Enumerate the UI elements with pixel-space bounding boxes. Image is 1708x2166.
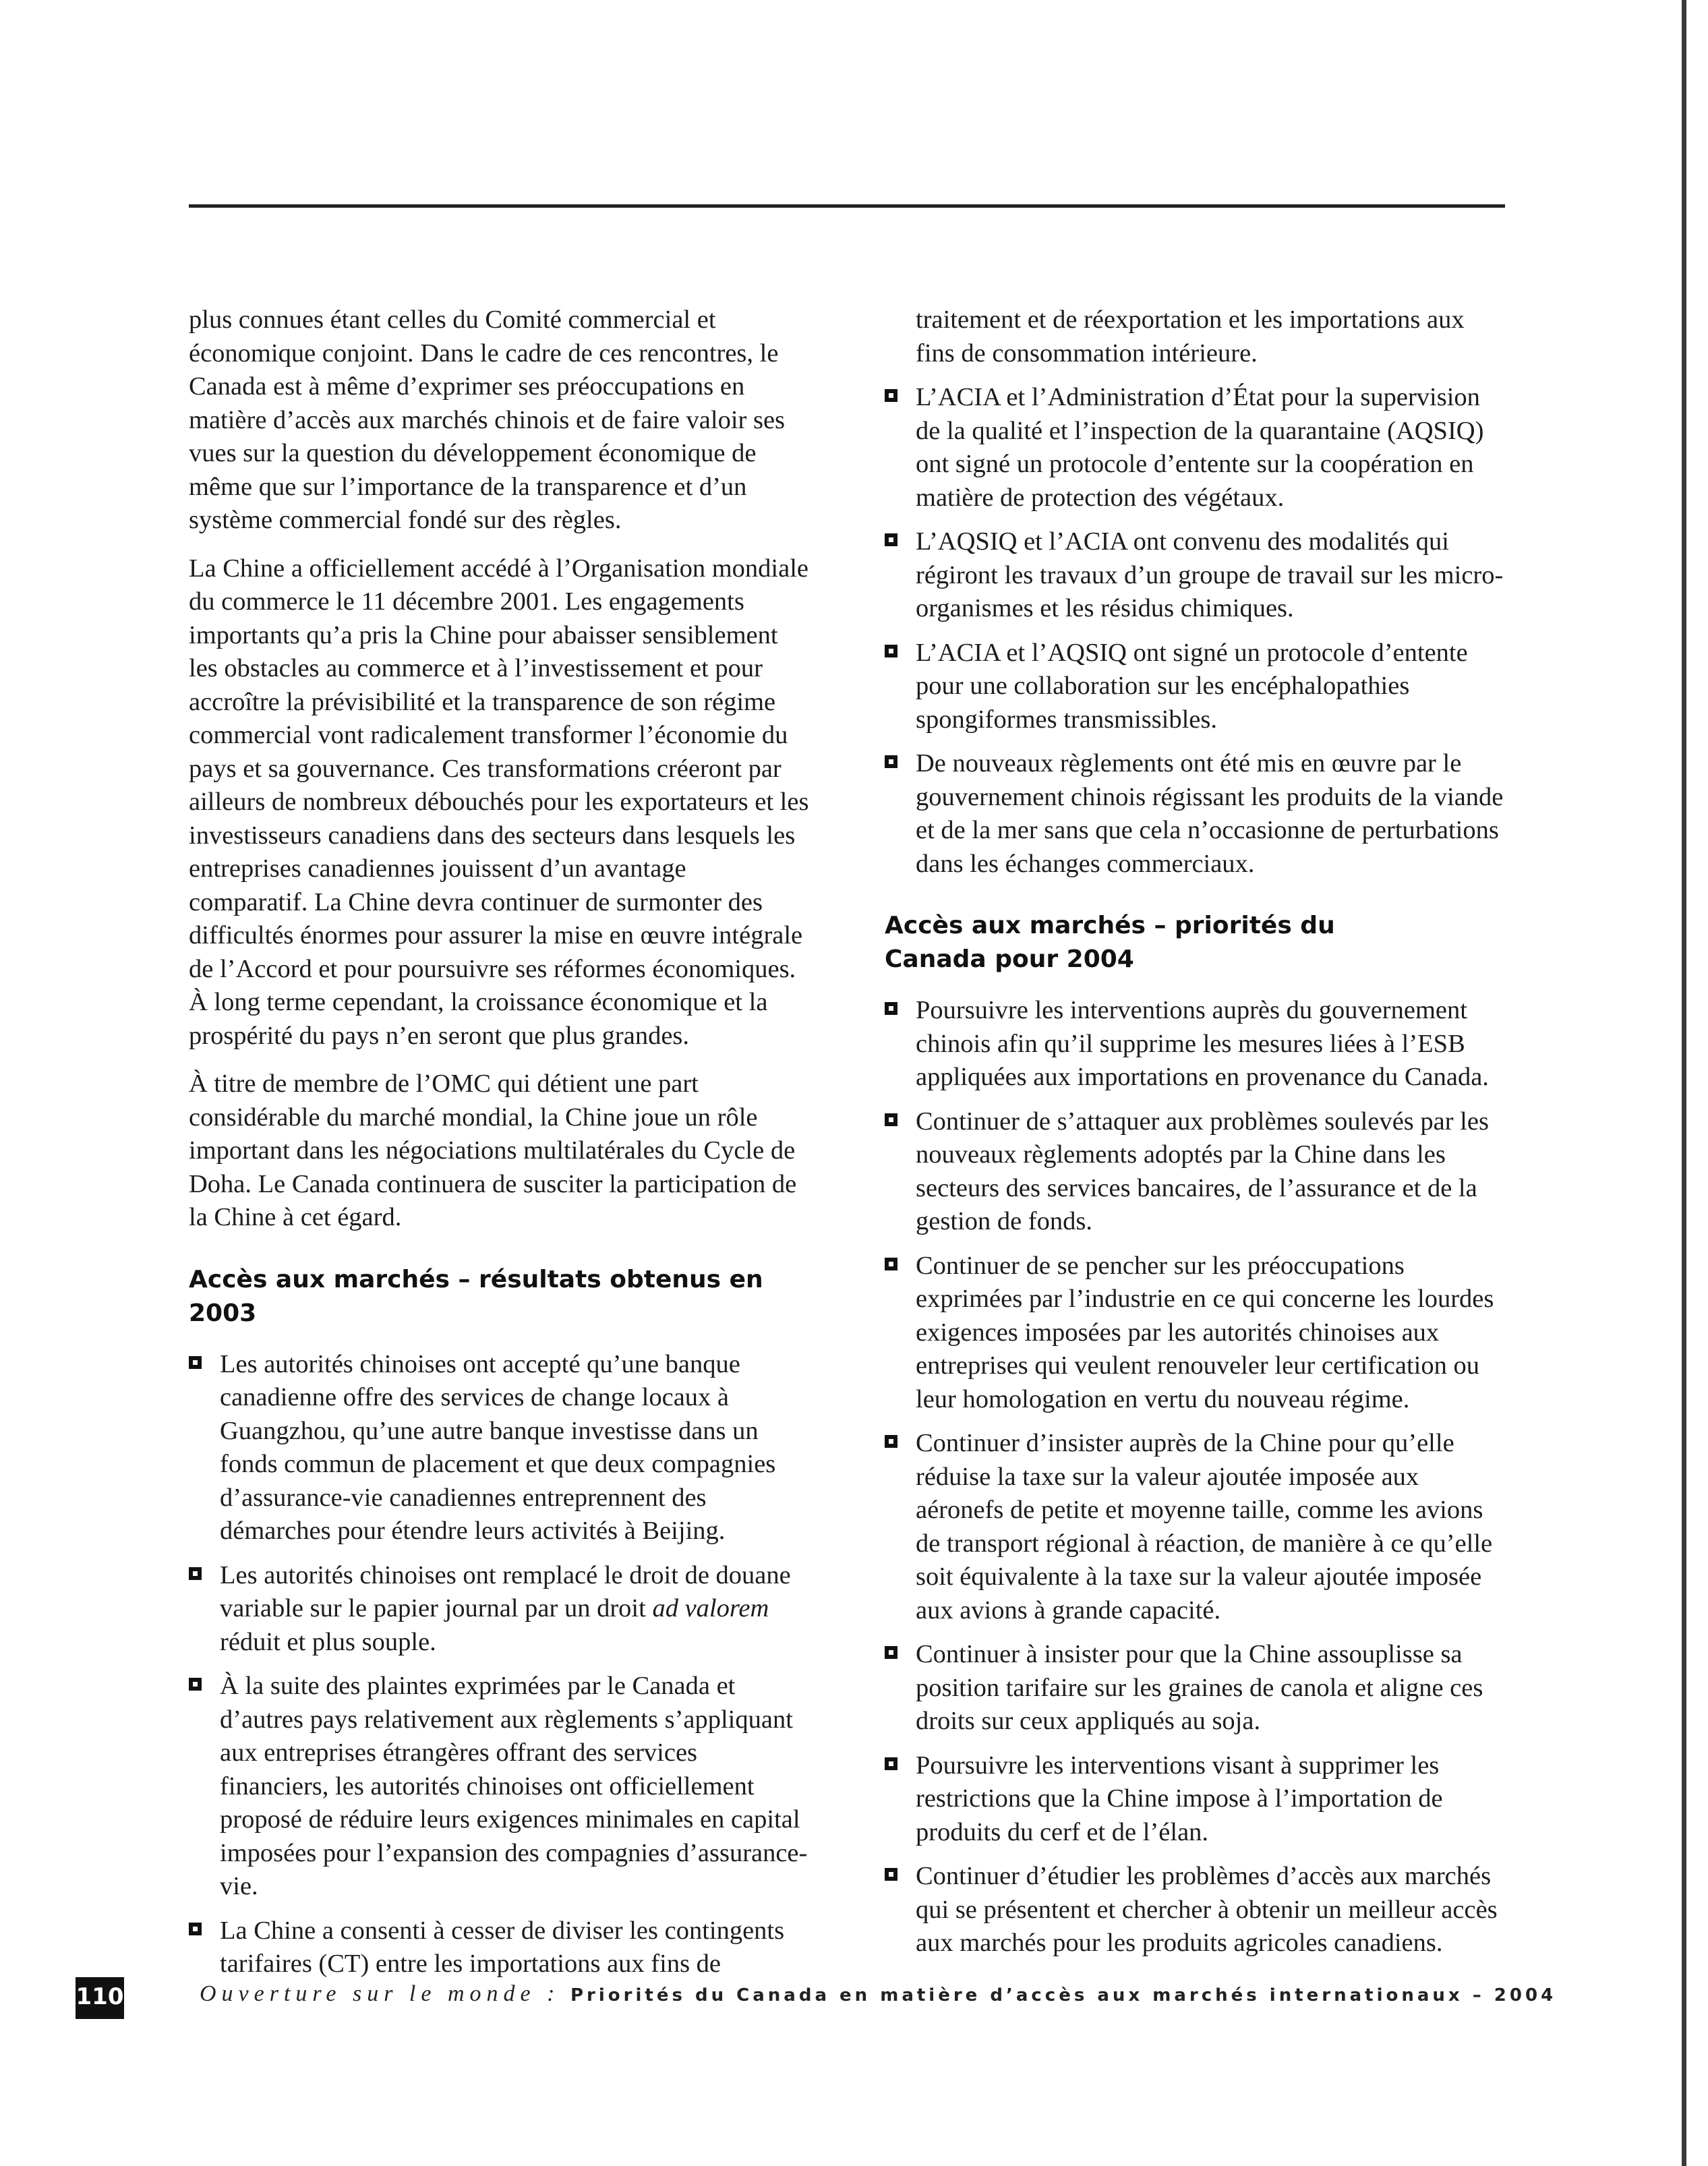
- list-item-text: Continuer de se pencher sur les préoccupations exprimées par l’industrie en ce qui concerne les lourdes exigences imposées par les autorités chinoises aux entreprises qui veulent renouveler leur certification ou leur homologation en vertu du nouveau régime.: [916, 1251, 1494, 1413]
- square-bullet-icon: [885, 389, 897, 402]
- list-item-text: Poursuivre les interventions auprès du gouvernement chinois afin qu’il supprime les mesures liées à l’ESB appliquées aux importations en provenance du Canada.: [916, 996, 1489, 1091]
- list-item: [885, 381, 1505, 515]
- footer-series-title: Ouverture sur le monde :: [200, 1981, 560, 2006]
- results-list-continued: [885, 381, 1505, 881]
- section-heading-results-2003: Accès aux marchés – résultats obtenus en 2003: [189, 1265, 763, 1327]
- list-item: [885, 1638, 1505, 1738]
- page-edge: [1682, 0, 1686, 2166]
- list-item-text: Continuer d’insister auprès de la Chine pour qu’elle réduise la taxe sur la valeur ajoutée imposée aux aéronefs de petite et moyenne taille, comme les avions de transport régional à réaction, de manière à ce qu’elle soit équivalente à la taxe sur la valeur ajoutée imposée aux avions à grande capacité.: [916, 1429, 1493, 1624]
- paragraph: plus connues étant celles du Comité commercial et économique conjoint. Dans le cadre de ces rencontres, le Canada est à même d’exprimer ses préoccupations en matière d’accès aux marchés chinois et de faire valoir ses vues sur la question du développement économique de même que sur l’importance de la transparence et d’un système commercial fondé sur des règles.: [189, 305, 786, 534]
- header-rule: [189, 204, 1505, 208]
- square-bullet-icon: [189, 1356, 202, 1369]
- section-heading-priorities-2004: [885, 909, 1505, 976]
- priorities-list: [885, 994, 1505, 1960]
- square-bullet-icon: [885, 645, 897, 657]
- square-bullet-icon: [885, 1868, 897, 1881]
- square-bullet-icon: [189, 1923, 202, 1935]
- list-item: [885, 1250, 1505, 1417]
- list-item: [885, 525, 1505, 626]
- list-item: [885, 994, 1505, 1094]
- heading-line: Accès aux marchés – priorités du: [885, 912, 1335, 939]
- list-item-text: Continuer de s’attaquer aux problèmes soulevés par les nouveaux règlements adoptés par la Chine dans les secteurs des services bancaires, de l’assurance et de la gestion de fonds.: [916, 1107, 1489, 1235]
- list-item-text: De nouveaux règlements ont été mis en œuvre par le gouvernement chinois régissant les produits de la viande et de la mer sans que cela n’occasionne de perturbations dans les échanges commerciaux.: [916, 749, 1504, 878]
- paragraph-continuation: traitement et de réexportation et les importations aux fins de consommation intérieure.: [916, 305, 1465, 368]
- square-bullet-icon: [885, 755, 897, 768]
- list-item-text: Continuer à insister pour que la Chine assouplisse sa position tarifaire sur les graines de canola et aligne ces droits sur ceux appliqués au soja.: [916, 1640, 1483, 1735]
- list-item: [189, 1914, 809, 1981]
- list-item: [885, 1749, 1505, 1850]
- square-bullet-icon: [885, 1113, 897, 1126]
- italic-term: ad valorem: [652, 1594, 769, 1622]
- list-item-text: Poursuivre les interventions visant à supprimer les restrictions que la Chine impose à l’importation de produits du cerf et de l’élan.: [916, 1751, 1443, 1846]
- left-column: [189, 303, 809, 1992]
- paragraph: La Chine a officiellement accédé à l’Organisation mondiale du commerce le 11 décembre 2001. Les engagements importants qu’a pris la Chine pour abaisser sensiblement les obstacles au commerce et à l’investissement et pour accroître la prévisibilité et la transparence de son régime commercial vont radicalement transformer l’économie du pays et sa gouvernance. Ces transformations créeront par ailleurs de nombreux débouchés pour les exportateurs et les investisseurs canadiens dans des secteurs dans lesquels les entreprises canadiennes jouissent d’un avantage comparatif. La Chine devra continuer de surmonter des difficultés énormes pour assurer la mise en œuvre intégrale de l’Accord et pour poursuivre ses réformes économiques. À long terme cependant, la croissance économique et la prospérité du pays n’en seront que plus grandes.: [189, 554, 809, 1050]
- right-column: [885, 303, 1505, 1971]
- square-bullet-icon: [885, 1002, 897, 1015]
- list-item: [885, 1860, 1505, 1960]
- list-item-text: Les autorités chinoises ont accepté qu’une banque canadienne offre des services de change locaux à Guangzhou, qu’une autre banque investisse dans un fonds commun de placement et que deux compagnies d’assurance-vie canadiennes entreprennent des démarches pour étendre leurs activités à Beijing.: [220, 1349, 776, 1545]
- list-item-text: L’ACIA et l’Administration d’État pour la supervision de la qualité et l’inspection de la quarantaine (AQSIQ) ont signé un protocole d’entente sur la coopération en matière de protection des végétaux.: [916, 383, 1484, 512]
- list-item: [885, 637, 1505, 737]
- results-list: [189, 1348, 809, 1981]
- heading-line: Canada pour 2004: [885, 945, 1134, 973]
- square-bullet-icon: [885, 533, 897, 546]
- list-item: [885, 1427, 1505, 1627]
- page-number: 110: [76, 1977, 124, 2019]
- square-bullet-icon: [885, 1757, 897, 1770]
- list-item: [189, 1670, 809, 1904]
- square-bullet-icon: [189, 1567, 202, 1580]
- list-item: [885, 747, 1505, 881]
- square-bullet-icon: [885, 1646, 897, 1659]
- square-bullet-icon: [885, 1435, 897, 1448]
- footer-subtitle: Priorités du Canada en matière d’accès aux marchés internationaux – 2004: [570, 1985, 1557, 2006]
- list-item-text: L’AQSIQ et l’ACIA ont convenu des modalités qui régiront les travaux d’un groupe de travail sur les micro-organismes et les résidus chimiques.: [916, 527, 1504, 622]
- list-item: [189, 1348, 809, 1548]
- list-item-text: réduit et plus souple.: [220, 1627, 436, 1656]
- square-bullet-icon: [885, 1258, 897, 1270]
- list-item-text: À la suite des plaintes exprimées par le Canada et d’autres pays relativement aux règlements s’appliquant aux entreprises étrangères offrant des services financiers, les autorités chinoises ont officiellement proposé de réduire leurs exigences minimales en capital imposées pour l’expansion des compagnies d’assurance-vie.: [220, 1672, 808, 1900]
- list-item-text: La Chine a consenti à cesser de diviser les contingents tarifaires (CT) entre les importations aux fins de: [220, 1916, 785, 1978]
- running-footer: [200, 1981, 1557, 2007]
- list-item-text: L’ACIA et l’AQSIQ ont signé un protocole d’entente pour une collaboration sur les encéphalopathies spongiformes transmissibles.: [916, 638, 1468, 734]
- list-item-text: Les autorités chinoises ont remplacé le droit de douane variable sur le papier journal par un droit: [220, 1560, 791, 1622]
- paragraph: À titre de membre de l’OMC qui détient une part considérable du marché mondial, la Chine joue un rôle important dans les négociations multilatérales du Cycle de Doha. Le Canada continuera de susciter la participation de la Chine à cet égard.: [189, 1070, 797, 1231]
- list-item: [189, 1559, 809, 1660]
- list-item-text: Continuer d’étudier les problèmes d’accès aux marchés qui se présentent et chercher à obtenir un meilleur accès aux marchés pour les produits agricoles canadiens.: [916, 1862, 1498, 1957]
- list-item: [885, 1105, 1505, 1239]
- square-bullet-icon: [189, 1678, 202, 1691]
